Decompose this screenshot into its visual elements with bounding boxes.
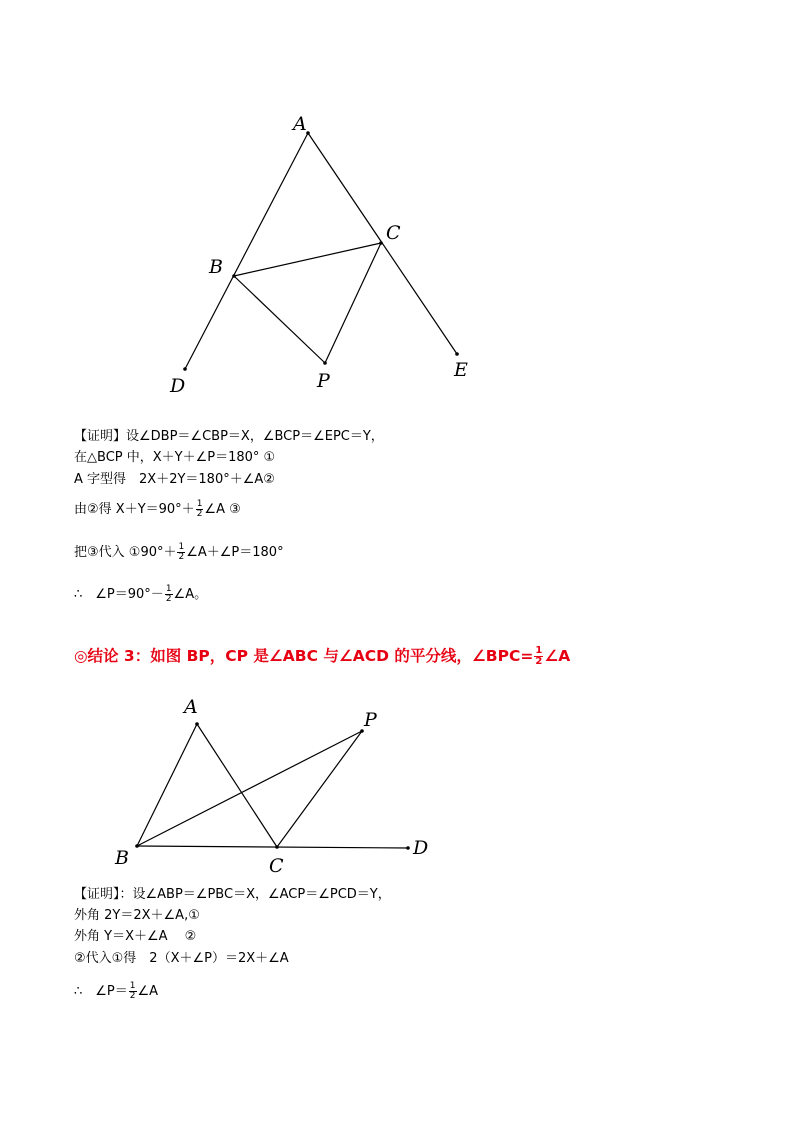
line-b-c	[234, 243, 381, 276]
label-b: B	[209, 256, 223, 278]
fraction-denominator: 2	[165, 594, 172, 604]
fraction-half	[165, 585, 173, 604]
line-c-p	[325, 243, 381, 363]
point-p	[323, 361, 327, 365]
proof2-line3: 外角 Y＝X＋∠A ②	[74, 929, 197, 944]
proof1-line5-pre: 把③代入 ①90°＋	[74, 545, 177, 560]
label-e: E	[454, 359, 468, 381]
label-a: A	[184, 696, 198, 718]
fraction-denominator: 2	[535, 656, 543, 667]
proof1-line2: 在△BCP 中，X＋Y＋∠P＝180° ①	[74, 450, 276, 465]
line-a-c	[197, 724, 277, 847]
proof1-line5	[74, 543, 284, 562]
point-a	[195, 722, 199, 726]
line-c-p	[277, 731, 362, 847]
proof1-line4-pre: 由②得 X＋Y＝90°＋	[74, 502, 195, 517]
line-b-d	[137, 846, 408, 848]
fraction-numerator: 1	[178, 542, 185, 552]
label-c: C	[386, 222, 401, 244]
label-d: D	[170, 375, 186, 397]
figure-2-triangle-diagram	[0, 680, 794, 880]
fraction-denominator: 2	[196, 509, 203, 519]
label-c: C	[269, 855, 284, 877]
figure-1-triangle-diagram	[0, 0, 794, 420]
label-p: P	[364, 709, 377, 731]
fraction-half	[196, 500, 204, 519]
line-a-b	[137, 724, 197, 846]
point-d	[406, 846, 410, 850]
line-a-d	[185, 133, 308, 369]
conclusion-3-text-pre: ◎结论 3：如图 BP，CP 是∠ABC 与∠ACD 的平分线，∠BPC=	[74, 647, 534, 665]
proof1-line6-pre: ∴ ∠P＝90°－	[74, 587, 164, 602]
proof1-line6	[74, 585, 207, 604]
fraction-numerator: 1	[196, 499, 203, 509]
proof2-line5	[74, 982, 158, 1001]
fraction-numerator: 1	[535, 645, 543, 656]
fraction-numerator: 1	[165, 584, 172, 594]
proof1-line5-post: ∠A＋∠P＝180°	[186, 545, 284, 560]
proof1-line4	[74, 500, 241, 519]
point-c	[379, 241, 383, 245]
conclusion-3-text-post: ∠A	[544, 647, 571, 665]
point-b	[135, 844, 139, 848]
proof2-line2: 外角 2Y＝2X＋∠A,①	[74, 908, 200, 923]
point-d	[183, 367, 187, 371]
label-d: D	[413, 837, 429, 859]
proof1-line6-post: ∠A。	[173, 587, 208, 602]
line-b-p	[137, 731, 362, 846]
point-b	[232, 274, 236, 278]
label-b: B	[115, 847, 129, 869]
fraction-denominator: 2	[129, 991, 136, 1001]
proof1-line1: 【证明】设∠DBP＝∠CBP＝X，∠BCP＝∠EPC＝Y，	[74, 429, 384, 444]
proof1-line3: A 字型得 2X＋2Y＝180°＋∠A②	[74, 472, 275, 487]
fraction-half	[129, 982, 137, 1001]
proof1-line4-post: ∠A ③	[204, 502, 241, 517]
label-a: A	[293, 113, 307, 135]
proof2-line5-post: ∠A	[137, 984, 159, 999]
conclusion-3-heading	[74, 644, 570, 667]
point-e	[455, 352, 459, 356]
fraction-denominator: 2	[178, 552, 185, 562]
point-a	[306, 131, 310, 135]
label-p: P	[317, 370, 330, 392]
point-c	[275, 845, 279, 849]
fraction-numerator: 1	[129, 981, 136, 991]
fraction-half	[534, 646, 543, 667]
proof2-line5-pre: ∴ ∠P＝	[74, 984, 128, 999]
line-b-p	[234, 276, 325, 363]
fraction-half	[177, 543, 185, 562]
proof2-line1: 【证明】：设∠ABP＝∠PBC＝X，∠ACP＝∠PCD＝Y，	[74, 887, 391, 902]
proof2-line4: ②代入①得 2（X＋∠P）＝2X＋∠A	[74, 951, 289, 966]
